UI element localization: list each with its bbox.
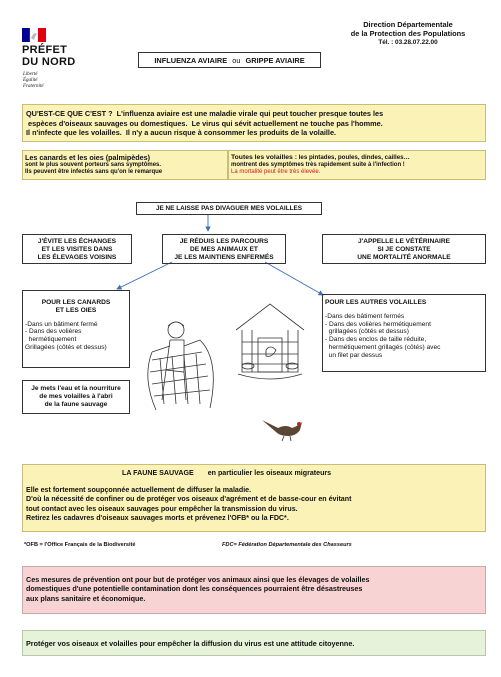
- faune-box: [22, 464, 486, 532]
- title-left: INFLUENZA AVIAIRE: [154, 56, 228, 65]
- species-ducks-line2: Ils peuvent être infectés sans qu'on le remarque: [25, 169, 163, 176]
- title-sep: ou: [232, 56, 241, 65]
- prevention-line: aux plans sanitaire et économique.: [26, 593, 146, 603]
- water-line: de la faune sauvage: [44, 400, 108, 408]
- footnote-ofb: *OFB = l'Office Français de la Biodiversité: [24, 542, 136, 548]
- water-line: Je mets l'eau et la nourriture: [31, 385, 121, 392]
- motto-liberte: Liberté: [23, 72, 38, 77]
- water-line: de mes volailles à l'abri: [39, 392, 113, 400]
- diagram-middle-line: DE MES ANIMAUX ET: [190, 245, 258, 253]
- diagram-middle-line: JE LES MAINTIENS ENFERMÉS: [174, 253, 274, 261]
- prefet-logo: [22, 28, 92, 98]
- diagram-middle-line: JE RÉDUIS LES PARCOURS: [179, 238, 269, 245]
- canards-item: hermétiquement: [25, 336, 77, 344]
- canards-item: - Dans des volières: [25, 328, 82, 336]
- faune-title: LA FAUNE SAUVAGE: [122, 469, 194, 477]
- farmer-net-illustration: [140, 300, 230, 420]
- marianne-flag-icon: [22, 28, 46, 42]
- footnote-fdc: FDC= Fédération Départementale des Chasseurs: [222, 542, 352, 548]
- prefet-line1: PRÉFET: [22, 44, 68, 56]
- diagram-left-line: J'ÉVITE LES ÉCHANGES: [37, 238, 117, 245]
- motto-egalite: Égalité: [23, 78, 38, 83]
- pheasant-icon: [258, 414, 306, 442]
- canards-item: -Dans un bâtiment fermé: [25, 320, 98, 328]
- prevention-box: [22, 566, 486, 614]
- volailles-title: POUR LES AUTRES VOLAILLES: [325, 299, 427, 306]
- faune-title-row: [122, 469, 482, 478]
- faune-subtitle: en particulier les oiseaux migrateurs: [207, 469, 332, 477]
- intro-box: [22, 104, 486, 142]
- canards-title-line: ET LES OIES: [55, 306, 97, 314]
- volailles-box: [322, 294, 486, 372]
- diagram-left-box: [22, 234, 132, 264]
- title-box: [138, 52, 321, 68]
- citizen-box: [22, 630, 486, 656]
- diagram-right-box: [322, 234, 486, 264]
- species-poultry-title: Toutes les volailles :: [231, 154, 297, 161]
- canards-item: Grillagées (côtés et dessus): [25, 343, 107, 351]
- diagram-right-line: J'APPELLE LE VÉTÉRINAIRE: [357, 238, 451, 245]
- water-box: [22, 380, 130, 414]
- canards-box: [22, 290, 130, 368]
- volailles-item: hermétiquement grillagés (côtés) avec: [325, 343, 441, 351]
- volailles-item: -Dans des bâtiment fermés: [325, 312, 405, 320]
- diagram-middle-box: [162, 234, 286, 264]
- arrow-middle-to-canards: [117, 262, 172, 289]
- diagram-left-line: LES ÉLEVAGES VOISINS: [37, 253, 117, 261]
- direction-line2: de la Protection des Populations: [350, 29, 466, 38]
- intro-line: espèces d'oiseaux sauvages ou domestiques. Le virus qui sévit actuellement ne touche pas l'homme.: [26, 118, 383, 128]
- arrow-middle-to-volailles: [265, 262, 323, 295]
- species-ducks-title: Les canards et les oies (palmipèdes): [25, 153, 151, 162]
- species-ducks-box: [22, 150, 228, 180]
- diagram-top-box: [136, 202, 322, 215]
- species-poultry-title-row: [231, 153, 483, 162]
- diagram-top-text: JE NE LAISSE PAS DIVAGUER MES VOLAILLES: [155, 205, 303, 212]
- volailles-item: - Dans des volières hermétiquement: [325, 320, 431, 328]
- citizen-text: Protéger vos oiseaux et volailles pour empêcher la diffusion du virus est une attitude citoyenne.: [26, 639, 355, 648]
- aviary-illustration: [228, 300, 312, 382]
- diagram-left-line: ET LES VISITES DANS: [41, 245, 113, 253]
- prefet-line2: DU NORD: [22, 56, 76, 68]
- prevention-line: domestiques d'une potentielle contamination dont les conséquences pourraient être désastreuses: [26, 584, 363, 594]
- intro-line: QU'EST-CE QUE C'EST ? L'influenza aviaire est une maladie virale qui peut toucher presque toutes les: [26, 109, 384, 118]
- volailles-item: - Dans des enclos de taille réduite,: [325, 336, 427, 344]
- species-poultry-line1: montrent des symptômes très rapidement suite à l'infection !: [231, 162, 405, 168]
- faune-line: Retirez les cadavres d'oiseaux sauvages morts et prévenez l'OFB* ou la FDC*.: [26, 513, 289, 522]
- volailles-item: grillagées (côtés et dessus): [325, 328, 409, 336]
- species-poultry-title-rest: les pintades, poules, dindes, cailles…: [296, 154, 410, 161]
- intro-line: Il n'infecte que les volailles. Il n'y a aucun risque à consommer les produits de la volaille.: [26, 128, 337, 138]
- faune-line: D'où la nécessité de confiner ou de protéger vos oiseaux d'agrément et de basse-cour en évitant: [26, 495, 352, 504]
- title-right: GRIPPE AVIAIRE: [245, 56, 305, 65]
- direction-block: [332, 20, 484, 47]
- canards-title-line: POUR LES CANARDS: [41, 299, 111, 306]
- direction-line1: Direction Départementale: [363, 20, 453, 29]
- faune-line: Elle est fortement soupçonnée actuellement de diffuser la maladie.: [26, 486, 252, 495]
- prevention-line: Ces mesures de prévention ont pour but de protéger vos animaux ainsi que les élevages de volailles: [26, 575, 370, 584]
- species-poultry-line2: La mortalité peut être très élevée.: [231, 169, 321, 176]
- motto-fraternite: Fraternité: [23, 84, 44, 89]
- volailles-item: un filet par dessus: [325, 351, 383, 359]
- diagram-right-line: UNE MORTALITÉ ANORMALE: [357, 253, 451, 261]
- faune-line: tout contact avec les oiseaux sauvages pour empêcher la transmission du virus.: [26, 504, 298, 513]
- direction-phone: Tél. : 03.28.07.22.00: [378, 39, 438, 46]
- species-ducks-line1: sont le plus souvent porteurs sans symptômes.: [25, 162, 162, 168]
- diagram-right-line: SI JE CONSTATE: [377, 245, 431, 253]
- species-poultry-box: [228, 150, 486, 180]
